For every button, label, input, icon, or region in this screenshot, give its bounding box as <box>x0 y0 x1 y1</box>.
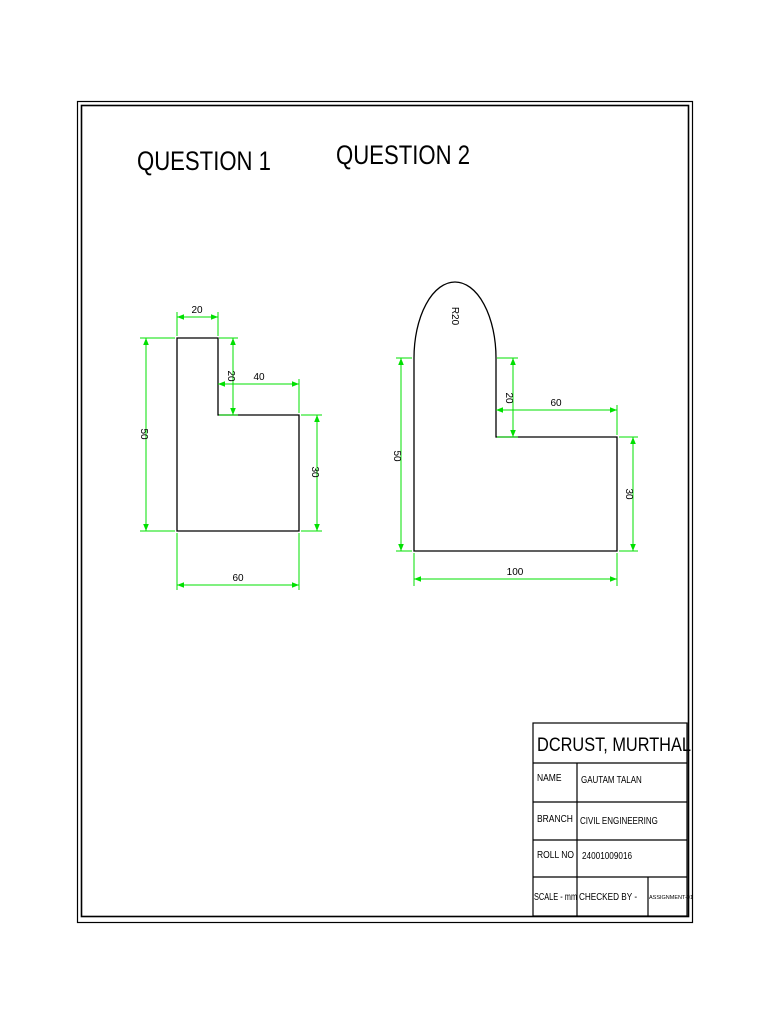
name-label: NAME <box>537 772 562 784</box>
q2-dim-right-label: 30 <box>623 488 634 500</box>
branch-label: BRANCH <box>537 813 573 825</box>
checked-by-label: CHECKED BY - <box>579 891 638 903</box>
question-1-figure <box>138 305 322 590</box>
roll-label: ROLL NO <box>537 849 574 861</box>
q1-dim-height-label: 50 <box>138 428 149 440</box>
question-2-figure <box>391 282 638 586</box>
branch-value: CIVIL ENGINEERING <box>580 815 658 827</box>
name-value: GAUTAM TALAN <box>581 774 642 786</box>
q1-dim-step-w-label: 40 <box>253 372 265 383</box>
question-2-heading: QUESTION 2 <box>336 141 471 171</box>
q2-dim-height-label: 50 <box>391 450 402 462</box>
q2-dim-bottom-label: 100 <box>506 567 524 578</box>
q2-dim-step-h-label: 20 <box>503 392 514 404</box>
inner-border <box>82 106 689 917</box>
q1-outline <box>177 338 299 531</box>
institution-name: DCRUST, MURTHAL <box>537 733 691 756</box>
q2-dim-step-w-label: 60 <box>550 398 562 409</box>
q2-outline <box>414 282 617 551</box>
title-block <box>533 723 693 916</box>
roll-value: 24001009016 <box>582 850 633 862</box>
question-1-heading: QUESTION 1 <box>137 147 272 177</box>
scale-label: SCALE - mm <box>534 890 578 903</box>
outer-border <box>78 102 693 923</box>
assignment-label: ASSIGNMENT-01 <box>649 895 694 901</box>
q1-dim-top-label: 20 <box>191 305 203 316</box>
q1-dim-right-label: 30 <box>309 466 320 478</box>
q2-dim-radius-label: R20 <box>449 306 460 326</box>
q1-dim-bottom-label: 60 <box>232 573 244 584</box>
q1-dim-step-h-label: 20 <box>225 370 236 382</box>
